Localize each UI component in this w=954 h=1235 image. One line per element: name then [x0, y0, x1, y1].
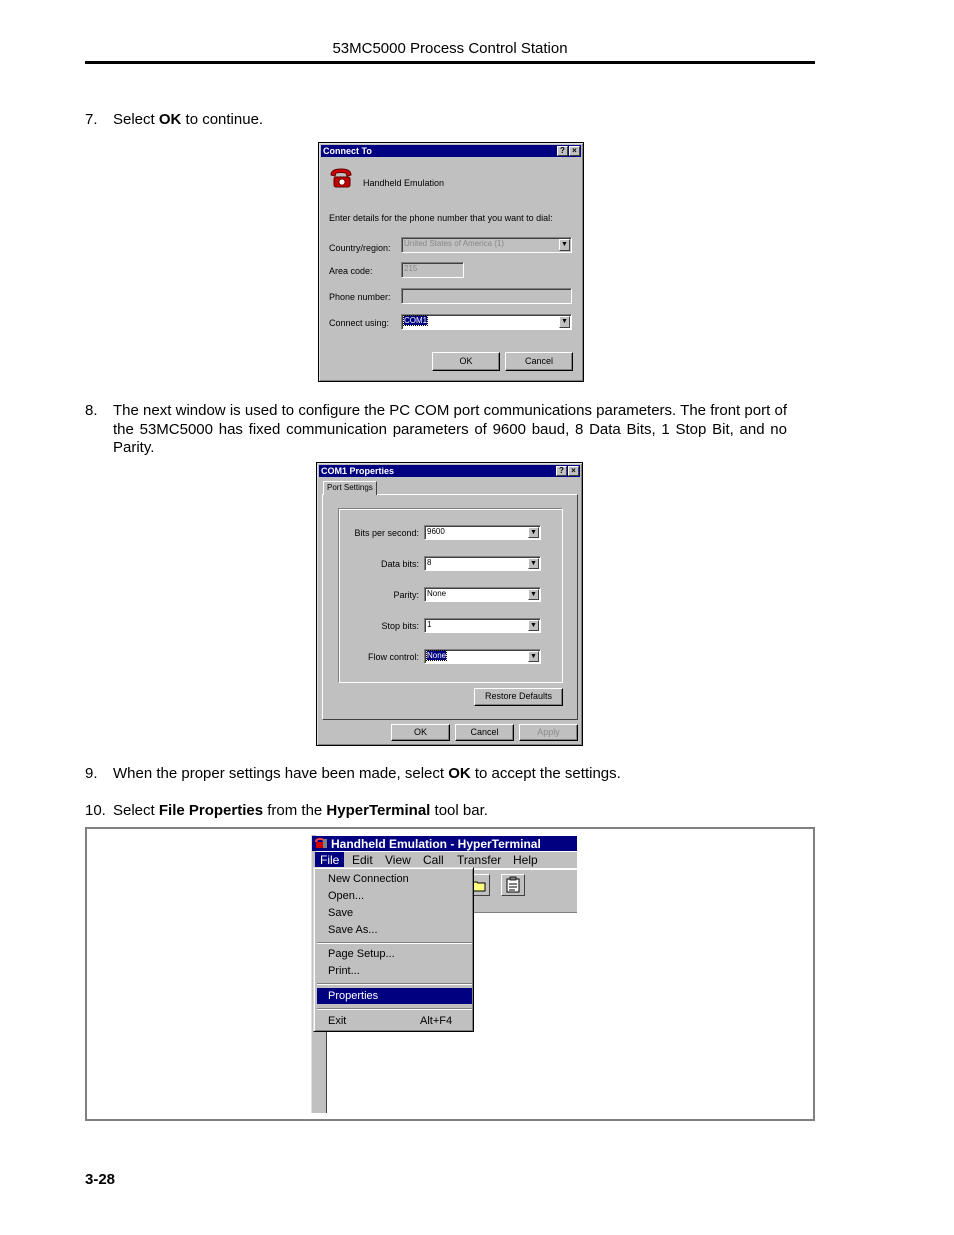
header-rule	[85, 61, 815, 64]
properties-icon	[502, 875, 524, 895]
step-10	[85, 802, 815, 822]
chevron-down-icon[interactable]: ▼	[528, 558, 539, 569]
ok-button[interactable]: OK	[432, 352, 500, 371]
apply-button[interactable]: Apply	[519, 724, 578, 741]
menu-separator	[317, 1008, 472, 1010]
help-button[interactable]: ?	[556, 466, 567, 476]
step-number: 9.	[85, 765, 98, 782]
menu-item-page-setup[interactable]: Page Setup...	[328, 948, 395, 960]
chevron-down-icon[interactable]: ▼	[528, 620, 539, 631]
flow-control-label: Flow control:	[367, 652, 419, 662]
menu-file[interactable]: File	[320, 853, 340, 867]
step-9	[85, 765, 815, 785]
area-code-label: Area code:	[329, 266, 373, 276]
country-select[interactable]: United States of America (1) ▼	[401, 237, 572, 253]
hyperterminal-icon	[315, 838, 328, 849]
bits-per-second-label: Bits per second:	[354, 528, 419, 538]
dialog-title: COM1 Properties	[321, 466, 395, 476]
close-button[interactable]: ×	[568, 466, 579, 476]
window-title: Handheld Emulation - HyperTerminal	[331, 837, 541, 851]
close-button[interactable]: ×	[569, 146, 580, 156]
menu-separator	[317, 983, 472, 985]
toolbar-button-properties[interactable]	[501, 874, 525, 896]
menu-item-exit-shortcut: Alt+F4	[420, 1015, 453, 1027]
stop-bits-label: Stop bits:	[381, 621, 419, 631]
menu-item-exit[interactable]: Exit	[328, 1015, 347, 1027]
step-number: 10.	[85, 802, 106, 819]
menu-call[interactable]: Call	[423, 853, 444, 867]
bits-per-second-select[interactable]: 9600 ▼	[424, 525, 541, 540]
country-label: Country/region:	[329, 243, 391, 253]
menu-bar	[315, 852, 577, 868]
chevron-down-icon[interactable]: ▼	[528, 527, 539, 538]
chevron-down-icon[interactable]: ▼	[528, 651, 539, 662]
step-text: Select OK to continue.	[113, 111, 264, 128]
phone-icon	[328, 165, 354, 191]
dialog-title-bar	[321, 145, 581, 157]
chevron-down-icon[interactable]: ▼	[559, 239, 570, 251]
phone-number-input[interactable]	[401, 288, 572, 304]
area-code-input[interactable]: 215	[401, 262, 464, 278]
file-menu-dropdown	[313, 867, 474, 1032]
help-button[interactable]: ?	[557, 146, 568, 156]
page-header-title: 53MC5000 Process Control Station	[332, 40, 568, 57]
menu-help[interactable]: Help	[513, 853, 538, 867]
menu-item-open[interactable]: Open...	[328, 890, 365, 902]
parity-label: Parity:	[393, 590, 419, 600]
menu-view[interactable]: View	[385, 853, 411, 867]
dialog-title-bar	[319, 465, 580, 477]
instruction-text: Enter details for the phone number that you want to dial:	[329, 213, 553, 223]
cancel-button[interactable]: Cancel	[455, 724, 514, 741]
menu-item-new-connection[interactable]: New Connection	[328, 873, 409, 885]
chevron-down-icon[interactable]: ▼	[559, 316, 570, 328]
window-title-bar	[312, 836, 577, 851]
connect-to-dialog	[318, 142, 584, 382]
stop-bits-select[interactable]: 1 ▼	[424, 618, 541, 633]
menu-transfer[interactable]: Transfer	[457, 853, 502, 867]
ok-button[interactable]: OK	[391, 724, 450, 741]
connection-name: Handheld Emulation	[363, 178, 445, 188]
restore-defaults-button[interactable]: Restore Defaults	[474, 688, 563, 706]
hyperterminal-window	[311, 835, 577, 1113]
step-7	[85, 111, 815, 131]
data-bits-label: Data bits:	[380, 559, 419, 569]
tab-port-settings[interactable]: Port Settings	[323, 481, 377, 495]
menu-item-properties[interactable]: Properties	[328, 990, 379, 1002]
parity-select[interactable]: None ▼	[424, 587, 541, 602]
connect-using-label: Connect using:	[329, 318, 390, 328]
menu-item-print[interactable]: Print...	[328, 965, 360, 977]
page-number: 3-28	[85, 1171, 116, 1188]
step-number: 7.	[85, 111, 98, 128]
cancel-button[interactable]: Cancel	[505, 352, 573, 371]
dialog-title: Connect To	[323, 146, 372, 156]
step-text: When the proper settings have been made, select OK to accept the settings.	[113, 765, 621, 782]
step-number: 8.	[85, 402, 98, 419]
connect-using-select[interactable]: COM1 ▼	[401, 314, 572, 330]
menu-item-save[interactable]: Save	[328, 907, 354, 919]
step-text: The next window is used to configure the PC COM port communications parameters. The front port of the 53MC5000 has fixed communication parameters of 9600 baud, 8 Data Bits, 1 Stop Bit, and no Parity.	[113, 402, 787, 456]
com1-properties-dialog	[316, 462, 583, 746]
step-text: Select File Properties from the HyperTerminal tool bar.	[113, 802, 488, 819]
data-bits-select[interactable]: 8 ▼	[424, 556, 541, 571]
phone-number-label: Phone number:	[329, 292, 391, 302]
menu-separator	[317, 942, 472, 944]
flow-control-select[interactable]: None ▼	[424, 649, 541, 664]
menu-edit[interactable]: Edit	[352, 853, 373, 867]
menu-item-save-as[interactable]: Save As...	[328, 924, 378, 936]
step-8	[85, 402, 787, 460]
chevron-down-icon[interactable]: ▼	[528, 589, 539, 600]
